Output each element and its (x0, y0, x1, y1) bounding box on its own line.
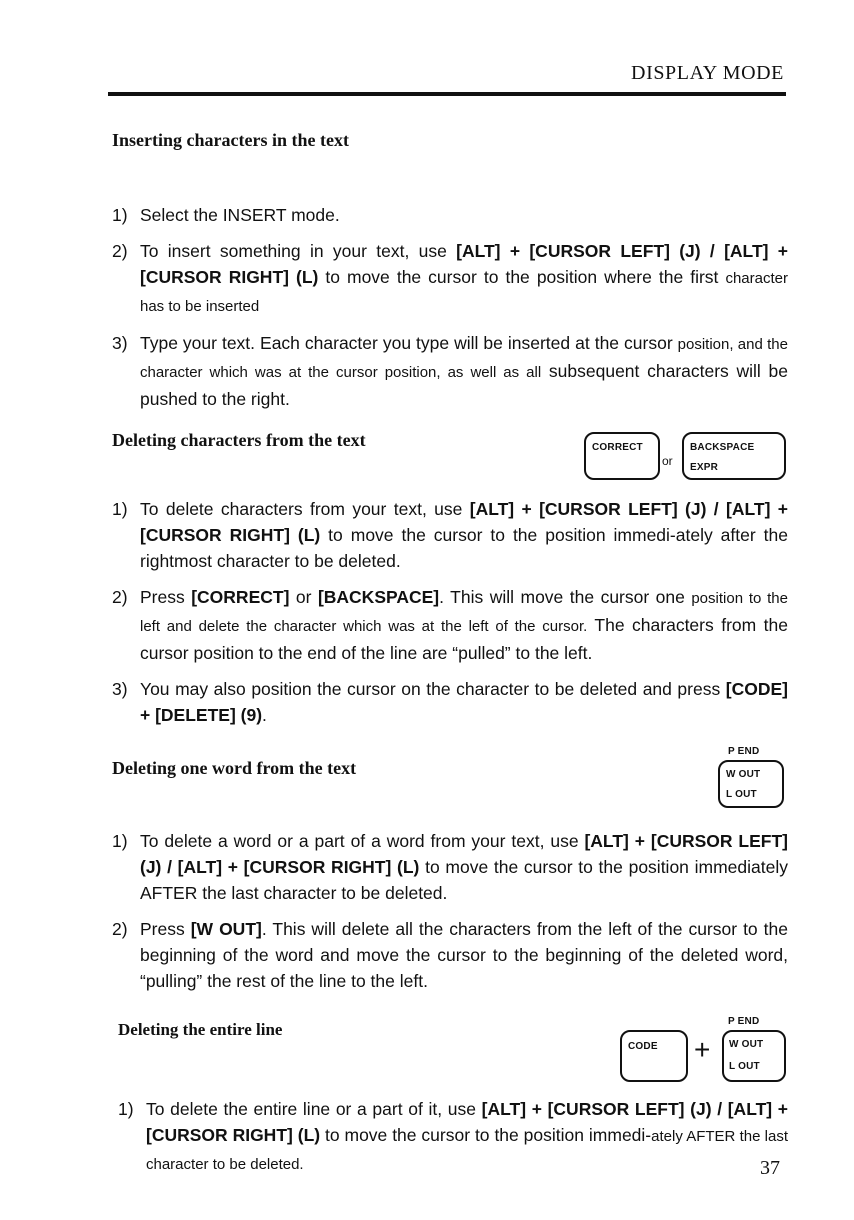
step-text: to move the cursor to the position immedi- (320, 1125, 652, 1145)
w-out-key-icon (722, 1030, 786, 1082)
delete-word-steps (112, 828, 788, 1004)
running-header: DISPLAY MODE (631, 62, 784, 84)
insert-steps (112, 202, 788, 422)
list-item (112, 202, 788, 228)
key-combo: [BACKSPACE] (317, 587, 440, 607)
step-text: Press (140, 919, 191, 939)
key-combo: [ALT] + [CURSOR LEFT] (J) / [ALT] + [CURSOR RIGHT] (L) (140, 499, 788, 545)
key-combo: [ALT] + [CURSOR LEFT] (J) / [ALT] + [CURSOR RIGHT] (L) (140, 831, 788, 877)
list-item (112, 584, 788, 666)
step-number: 2) (112, 587, 128, 607)
step-text: to move the cursor to the position immediately AFTER the last character to be deleted. (140, 857, 788, 903)
key-combo: [ALT] + [CURSOR LEFT] (J) / [ALT] + [CURSOR RIGHT] (L) (140, 241, 788, 287)
key-combo: [ALT] + [CURSOR LEFT] (J) / [ALT] + [CURSOR RIGHT] (L) (146, 1099, 788, 1145)
step-text: To delete characters from your text, use (140, 499, 470, 519)
step-text: To delete the entire line or a part of it, use (146, 1099, 482, 1119)
step-text: . This will delete all the characters from the left of the cursor to the beginning of the word and move the cursor to the beginning of the deleted word, “pulling” the rest of the line to the left. (140, 919, 788, 991)
key-label: W OUT (726, 769, 761, 780)
step-text: to move the cursor to the position where the first (318, 267, 726, 287)
page-number: 37 (760, 1157, 780, 1179)
step-number: 1) (112, 499, 128, 519)
key-label: CODE (628, 1041, 658, 1052)
step-text: character has to be inserted (140, 270, 788, 315)
step-number: 3) (112, 333, 128, 353)
step-text: The characters from the cursor position to the end of the line are “pulled” to the left. (140, 615, 788, 663)
step-text: Type your text. Each character you type will be inserted at the cursor (140, 333, 678, 353)
section-title-delete-word: Deleting one word from the text (112, 758, 357, 778)
step-text: . (262, 705, 267, 725)
list-item (112, 496, 788, 574)
step-text: or (289, 587, 318, 607)
list-item (112, 676, 788, 728)
code-key-icon (620, 1030, 688, 1082)
correct-key-icon (584, 432, 660, 480)
step-text: subsequent characters will be pushed to the right. (140, 361, 788, 409)
key-label: P END (728, 746, 760, 757)
key-label: EXPR (690, 462, 719, 473)
key-label: CORRECT (592, 442, 643, 453)
key-combo: [CODE] + [DELETE] (9) (140, 679, 788, 725)
key-label: L OUT (729, 1061, 760, 1072)
backspace-key-icon (682, 432, 786, 480)
step-number: 2) (112, 241, 128, 261)
step-text: position to the left and delete the character which was at the left of the cursor. (140, 590, 788, 635)
key-label: L OUT (726, 789, 757, 800)
delete-line-steps (118, 1096, 788, 1188)
list-item (112, 330, 788, 412)
step-text: Select the INSERT mode. (140, 205, 340, 225)
w-out-key-icon (718, 760, 784, 808)
step-text: position, and the character which was at the cursor position, as well as all (140, 336, 788, 381)
key-combo: [CORRECT] (191, 587, 290, 607)
delete-characters-steps (112, 496, 788, 738)
step-text: To delete a word or a part of a word from your text, use (140, 831, 585, 851)
list-item (112, 828, 788, 906)
key-combo: [W OUT] (190, 919, 262, 939)
step-text: . This will move the cursor one (439, 587, 692, 607)
section-title-delete-characters: Deleting characters from the text (112, 430, 366, 450)
or-connector: or (662, 454, 673, 468)
plus-sign: + (694, 1034, 711, 1065)
section-title-delete-line: Deleting the entire line (118, 1020, 283, 1039)
step-number: 3) (112, 679, 128, 699)
header-rule (108, 92, 786, 96)
step-number: 2) (112, 919, 128, 939)
key-label: BACKSPACE (690, 442, 755, 453)
step-text: to move the cursor to the position immedi-ately after the rightmost character to be deleted. (140, 525, 788, 571)
list-item (112, 916, 788, 994)
key-label: W OUT (729, 1039, 764, 1050)
section-title-insert: Inserting characters in the text (112, 130, 349, 150)
step-text: You may also position the cursor on the character to be deleted and press (140, 679, 726, 699)
list-item (118, 1096, 788, 1178)
step-number: 1) (112, 831, 128, 851)
step-text: ately AFTER the last character to be deleted. (146, 1128, 788, 1173)
step-text: Press (140, 587, 192, 607)
key-label: P END (728, 1016, 760, 1027)
step-number: 1) (118, 1099, 134, 1119)
step-text: To insert something in your text, use (140, 241, 457, 261)
list-item (112, 238, 788, 320)
step-number: 1) (112, 205, 128, 225)
